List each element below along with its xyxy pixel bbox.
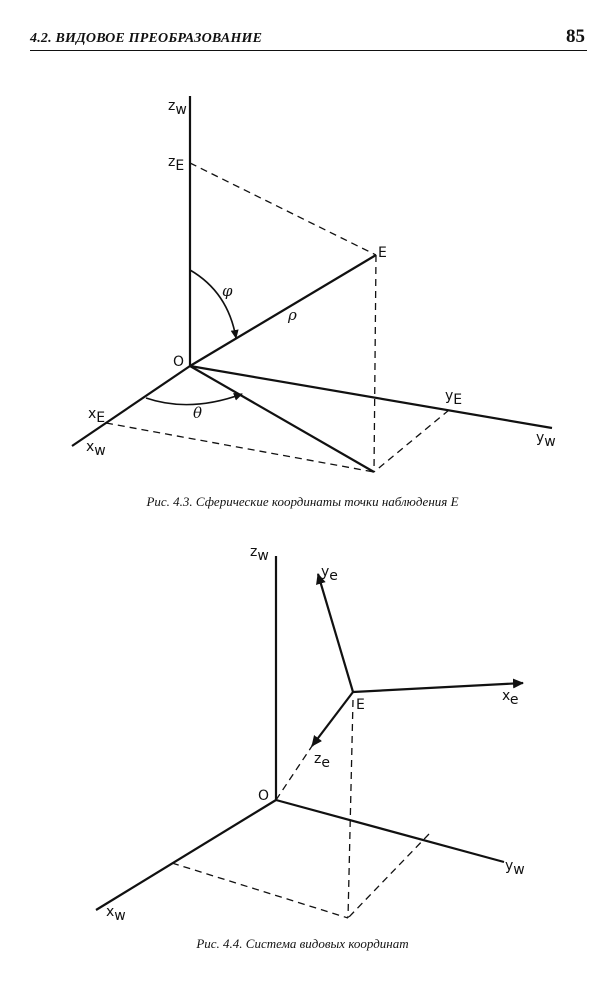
label-z-e: ze xyxy=(314,751,330,771)
dashed-zE-to-E xyxy=(190,163,376,255)
axis-x-w-2 xyxy=(96,800,276,910)
dashed-yE-to-foot xyxy=(374,410,449,472)
dashed-E-vertical-2 xyxy=(348,700,353,918)
label-z-w-2: zw xyxy=(250,544,269,564)
page-number: 85 xyxy=(566,26,585,47)
axis-z-e xyxy=(312,692,353,746)
label-x-w-2: xw xyxy=(106,904,126,924)
dashed-O-to-E xyxy=(276,746,312,800)
label-z-E: zE xyxy=(168,154,185,174)
axis-x-e xyxy=(353,683,523,692)
label-y-w: yw xyxy=(536,430,556,450)
label-y-e: ye xyxy=(321,564,338,584)
rho-segment xyxy=(190,255,376,366)
axis-y-e xyxy=(318,574,353,692)
label-theta: θ xyxy=(193,404,203,422)
dashed-xE-to-foot xyxy=(106,423,374,472)
figure-1-caption: Рис. 4.3. Сферические координаты точки наблюдения E xyxy=(146,494,459,509)
label-x-E: xE xyxy=(88,406,106,426)
label-y-E: yE xyxy=(445,388,463,408)
label-z-w: zw xyxy=(168,98,187,118)
phi-arc xyxy=(190,270,236,338)
label-y-w-2: yw xyxy=(505,858,525,878)
dashed-y-to-foot xyxy=(348,834,429,918)
figure-view-coordinate-system xyxy=(0,520,605,940)
figure-2-caption: Рис. 4.4. Система видовых координат xyxy=(196,936,409,951)
label-x-w: xw xyxy=(86,439,106,459)
dashed-x-to-foot xyxy=(172,863,348,918)
label-origin: O xyxy=(173,354,185,370)
axis-y-w-2 xyxy=(276,800,504,862)
label-phi: φ xyxy=(222,282,233,300)
label-E: E xyxy=(378,245,387,261)
label-rho: ρ xyxy=(288,306,297,324)
label-x-e: xe xyxy=(502,688,519,708)
dashed-E-vertical xyxy=(374,255,376,472)
label-E-2: E xyxy=(356,697,365,713)
running-head: 4.2. ВИДОВОЕ ПРЕОБРАЗОВАНИЕ xyxy=(30,31,263,46)
label-origin-2: O xyxy=(258,788,270,804)
